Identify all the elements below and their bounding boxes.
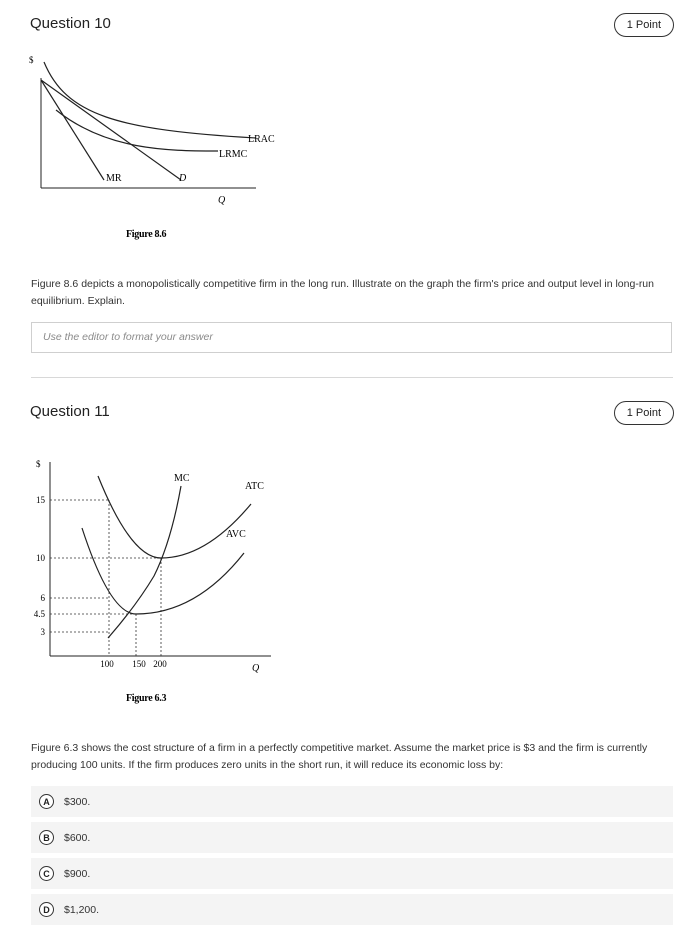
q11-x-tick: 200: [153, 659, 167, 669]
option-c-letter: C: [39, 866, 54, 881]
q10-lrac-label: LRAC: [248, 134, 275, 145]
answer-editor[interactable]: Use the editor to format your answer: [31, 322, 672, 353]
question-10-title: Question 10: [30, 15, 111, 32]
option-d[interactable]: [31, 894, 673, 925]
option-a-letter: A: [39, 794, 54, 809]
figure-6-3: [26, 452, 286, 712]
question-11-title: Question 11: [30, 403, 110, 420]
q11-mc-label: MC: [174, 473, 190, 484]
q11-y-tick: 3: [40, 627, 45, 637]
option-b-letter: B: [39, 830, 54, 845]
q11-y-axis-label: $: [36, 459, 41, 469]
option-b-text: $600.: [64, 831, 91, 844]
option-d-letter: D: [39, 902, 54, 917]
question-11-prompt: Figure 6.3 shows the cost structure of a firm in a perfectly competitive market. Assume the market price is $3 and the firm is currently producing 100 units. If the firm produces zero units in the short run, it will reduce its economic loss by:: [31, 742, 648, 771]
q11-y-tick: 6: [40, 593, 45, 603]
option-a-text: $300.: [64, 795, 91, 808]
figure-8-6: [26, 50, 296, 245]
option-c-text: $900.: [64, 867, 91, 880]
q10-demand-curve: [41, 80, 181, 180]
q10-lrmc-label: LRMC: [219, 149, 248, 160]
q11-atc-label: ATC: [245, 481, 264, 492]
q10-y-axis-label: $: [29, 55, 34, 65]
q11-avc-label: AVC: [226, 529, 246, 540]
q10-mr-label: MR: [106, 173, 122, 184]
question-10-points-badge: 1 Point: [614, 13, 674, 37]
q11-avc-curve: [82, 528, 244, 614]
q10-lrmc-curve: [56, 110, 218, 151]
q10-demand-label: D: [179, 173, 187, 184]
q10-mr-curve: [41, 80, 104, 180]
q10-lrac-curve: [44, 62, 256, 138]
question-divider: [31, 377, 673, 378]
question-10-prompt: Figure 8.6 depicts a monopolistically competitive firm in the long run. Illustrate on the graph the firm's price and output level in long-run equilibrium. Explain.: [31, 278, 654, 307]
option-d-text: $1,200.: [64, 903, 100, 916]
q11-figure-caption: Figure 6.3: [126, 693, 167, 704]
option-b[interactable]: [31, 822, 673, 853]
q11-x-tick: 150: [132, 659, 146, 669]
q11-guide-lines: [50, 500, 161, 656]
q11-y-tick: 4.5: [33, 609, 45, 619]
option-c[interactable]: [31, 858, 673, 889]
q10-figure-caption: Figure 8.6: [126, 229, 167, 240]
q10-x-axis-label: Q: [218, 195, 226, 206]
q11-x-tick: 100: [100, 659, 114, 669]
q11-y-tick: 10: [36, 553, 45, 563]
q11-mc-curve: [108, 486, 181, 638]
question-11-points-badge: 1 Point: [614, 401, 674, 425]
q11-y-tick: 15: [36, 495, 45, 505]
option-a[interactable]: [31, 786, 673, 817]
q11-x-axis-label: Q: [252, 663, 260, 674]
